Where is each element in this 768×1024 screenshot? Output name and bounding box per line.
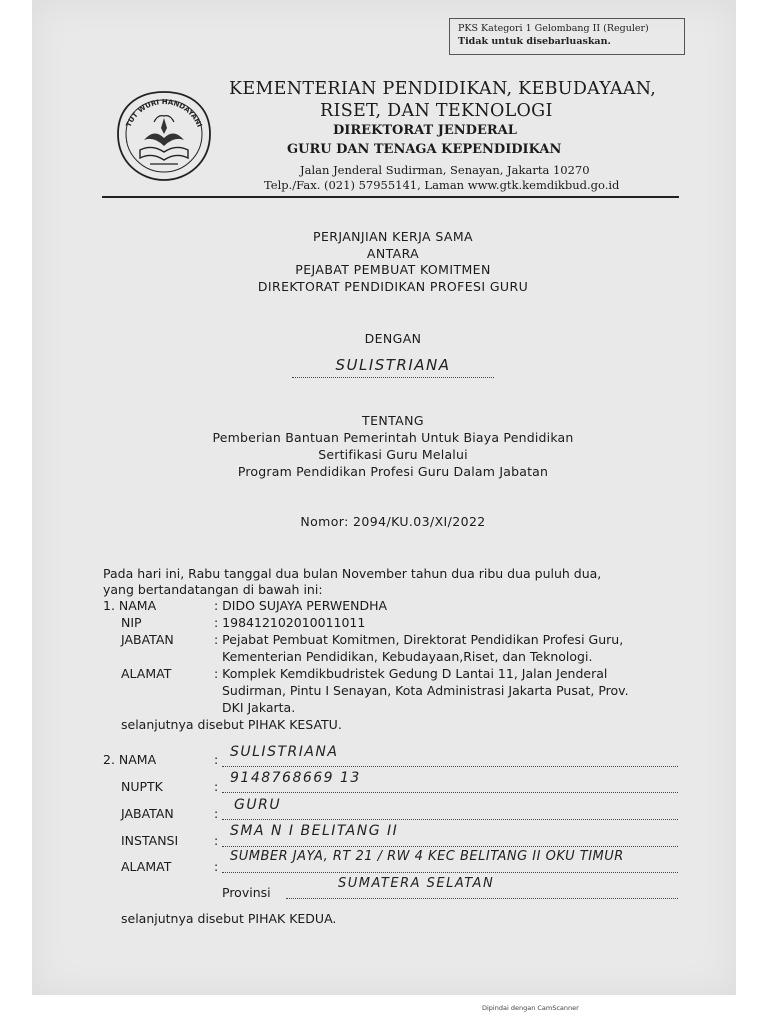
party1-nip-value: : 198412102010011011	[214, 615, 366, 630]
title-with: DENGAN	[364, 331, 422, 346]
title-official: PEJABAT PEMBUAT KOMITMEN	[295, 262, 491, 277]
party2-nuptk-label: NUPTK	[121, 779, 163, 794]
party2-institution-handwritten: SMA N I BELITANG II	[230, 823, 399, 839]
party1-nip-label: NIP	[121, 615, 142, 630]
stamp-line-1: PKS Kategori 1 Gelombang II (Reguler)	[458, 23, 649, 34]
intro-line-1: Pada hari ini, Rabu tanggal dua bulan November tahun dua ribu dua puluh dua,	[103, 566, 602, 581]
party2-province-handwritten: SUMATERA SELATAN	[338, 876, 495, 891]
party2-province-label: Provinsi	[222, 885, 271, 900]
intro-line-2: yang bertandatangan di bawah ini:	[103, 582, 323, 597]
letterhead-ministry-line2: RISET, DAN TEKNOLOGI	[320, 101, 553, 121]
party2-nuptk-dotted-line	[222, 791, 678, 793]
party2-province-dotted-line	[286, 897, 678, 899]
letterhead-divider	[102, 196, 679, 198]
party1-position-line-2: Kementerian Pendidikan, Kebudayaan,Riset, dan Teknologi.	[222, 649, 593, 664]
tut-wuri-handayani-logo	[114, 88, 214, 184]
party2-institution-label: INSTANSI	[121, 833, 179, 848]
title-about: TENTANG	[362, 413, 424, 428]
document-number: Nomor: 2094/KU.03/XI/2022	[300, 514, 486, 529]
party2-address-colon: :	[214, 859, 219, 874]
party2-position-handwritten: GURU	[234, 797, 282, 813]
party2-name-colon: :	[214, 752, 219, 767]
scanner-watermark: Dipindai dengan CamScanner	[482, 1004, 579, 1012]
party2-address-handwritten: SUMBER JAYA, RT 21 / RW 4 KEC BELITANG II OKU TIMUR	[230, 849, 624, 864]
party1-name-label: 1. NAMA	[103, 598, 157, 613]
party2-position-dotted-line	[222, 818, 678, 820]
subject-line-1: Pemberian Bantuan Pemerintah Untuk Biaya Pendidikan	[212, 430, 574, 445]
party2-nuptk-handwritten: 9148768669 13	[230, 770, 361, 786]
title-directorate: DIREKTORAT PENDIDIKAN PROFESI GURU	[257, 279, 529, 294]
party1-name-value: : DIDO SUJAYA PERWENDHA	[214, 598, 388, 613]
letterhead-directorate-line1: DIREKTORAT JENDERAL	[333, 123, 517, 138]
title-between: ANTARA	[366, 246, 420, 261]
subject-line-3: Program Pendidikan Profesi Guru Dalam Jabatan	[237, 464, 549, 479]
letterhead-directorate-line2: GURU DAN TENAGA KEPENDIDIKAN	[287, 142, 562, 157]
party1-position-label: JABATAN	[121, 632, 174, 647]
party2-closing: selanjutnya disebut PIHAK KEDUA.	[121, 911, 337, 926]
party2-institution-colon: :	[214, 833, 219, 848]
party1-position-line-1: : Pejabat Pembuat Komitmen, Direktorat Pendidikan Profesi Guru,	[214, 632, 624, 647]
party2-name-dotted-line	[222, 765, 678, 767]
party1-address-line-2: Sudirman, Pintu I Senayan, Kota Administrasi Jakarta Pusat, Prov.	[222, 683, 629, 698]
classification-stamp	[449, 18, 685, 55]
party1-address-line-3: DKI Jakarta.	[222, 700, 296, 715]
party1-address-label: ALAMAT	[121, 666, 172, 681]
letterhead-ministry-line1: KEMENTERIAN PENDIDIKAN, KEBUDAYAAN,	[229, 79, 657, 99]
logo-text: TUT WURI HANDAYANI	[124, 97, 204, 129]
letterhead-contact: Telp./Fax. (021) 57955141, Laman www.gtk.kemdikbud.go.id	[264, 178, 620, 192]
party1-closing: selanjutnya disebut PIHAK KESATU.	[121, 717, 342, 732]
party1-address-line-1: : Komplek Kemdikbudristek Gedung D Lantai 11, Jalan Jenderal	[214, 666, 608, 681]
party2-nuptk-colon: :	[214, 779, 219, 794]
handwritten-party-name: SULISTRIANA	[335, 356, 451, 374]
subject-line-2: Sertifikasi Guru Melalui	[318, 447, 468, 462]
letterhead-address: Jalan Jenderal Sudirman, Senayan, Jakarta 10270	[300, 163, 590, 177]
party2-address-dotted-line	[222, 871, 678, 873]
party2-name-label: 2. NAMA	[103, 752, 157, 767]
stamp-line-2: Tidak untuk disebarluaskan.	[458, 36, 611, 47]
party2-address-label: ALAMAT	[121, 859, 172, 874]
party2-institution-dotted-line	[222, 845, 678, 847]
title-agreement: PERJANJIAN KERJA SAMA	[313, 229, 473, 244]
party2-position-label: JABATAN	[121, 806, 174, 821]
party2-name-handwritten: SULISTRIANA	[230, 744, 339, 760]
name-dotted-line	[292, 376, 494, 378]
party2-position-colon: :	[214, 806, 219, 821]
